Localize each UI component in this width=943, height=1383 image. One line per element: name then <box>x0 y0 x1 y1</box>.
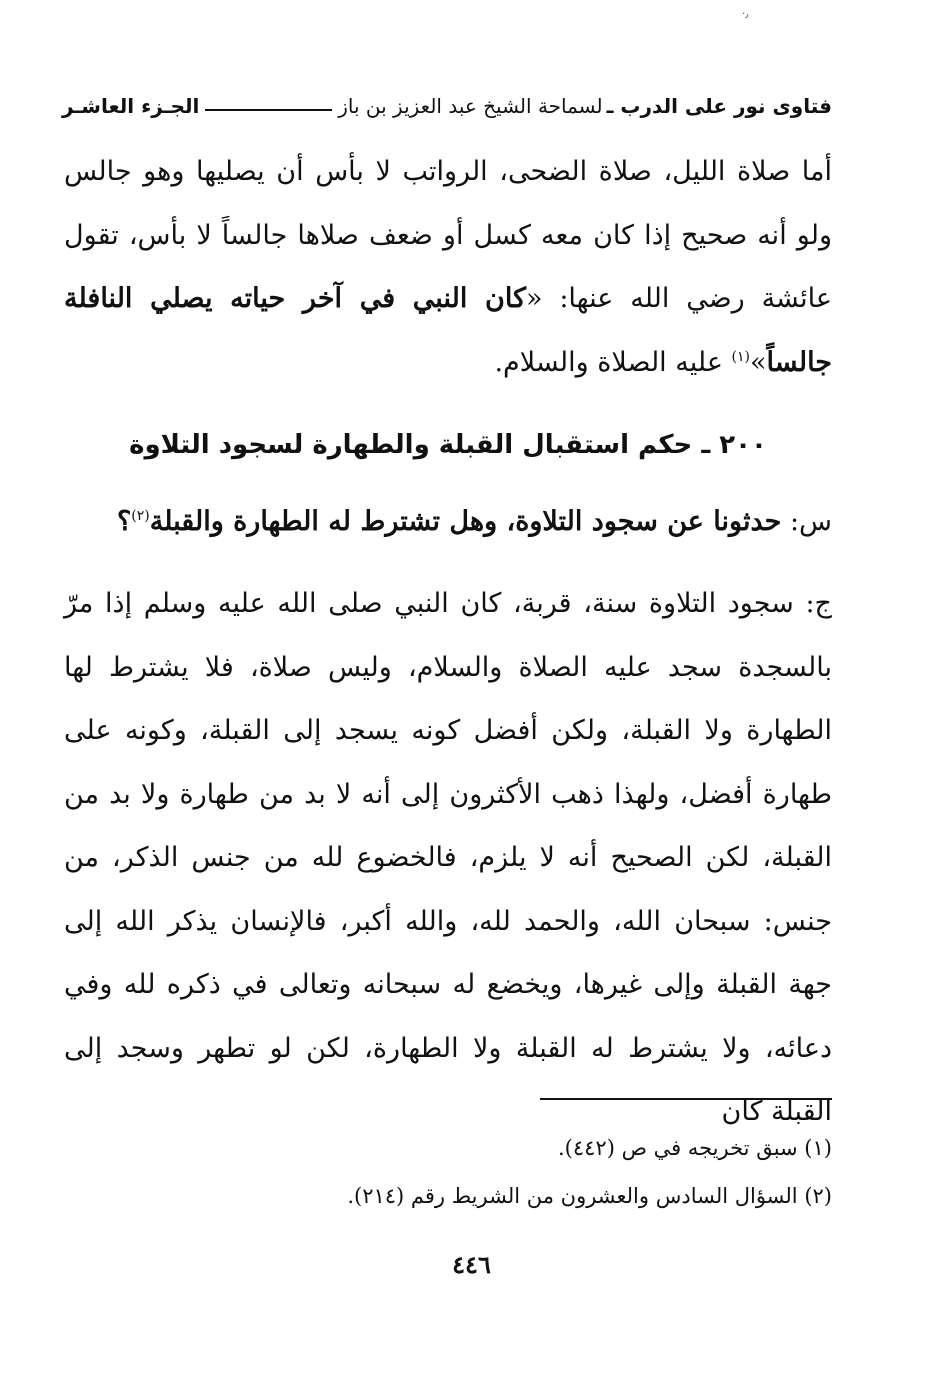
intro-text-start: أما صلاة الليل، صلاة الضحى، الرواتب لا بأس أن يصليها وهو جالس ولو أنه صحيح إذا كان معه كسل أو ضعف صلاها جالساً لا بأس، تقول عائشة رضي الله عنها: « <box>64 156 833 314</box>
question <box>64 494 832 550</box>
author-name: لسماحة الشيخ عبد العزيز بن باز <box>338 94 603 118</box>
question-prefix: س: <box>781 506 832 537</box>
footnote-1: (١) سبق تخريجه في ص (٤٤٢). <box>558 1136 832 1160</box>
footnote-ref-1[interactable]: (١) <box>731 348 750 365</box>
answer-paragraph: ج: سجود التلاوة سنة، قربة، كان النبي صلى الله عليه وسلم إذا مرّ بالسجدة سجد عليه الصلاة والسلام، وليس صلاة، فلا يشترط لها الطهارة ولا القبلة، ولكن أفضل كونه يسجد إلى القبلة، وكونه على طهارة أفضل، ولهذا ذهب الأكثرون إلى أنه لا بد من طهارة ولا بد من القبلة، لكن الصحيح أنه لا يلزم، فالخضوع لله من جنس الذكر، من جنس: سبحان الله، والحمد لله، والله أكبر، فالإنسان يذكر الله إلى جهة القبلة وإلى غيرها، ويخضع له سبحانه وتعالى في ذكره لله وفي دعائه، ولا يشترط له القبلة ولا الطهارة، لكن لو تطهر وسجد إلى القبلة كان <box>64 588 832 1127</box>
intro-text-end: عليه الصلاة والسلام. <box>494 346 732 378</box>
page-number: ٤٤٦ <box>452 1250 491 1279</box>
header-rule <box>205 109 332 111</box>
quote-close: » <box>750 346 767 378</box>
intro-paragraph <box>64 140 832 394</box>
hadith-quote: كان النبي في آخر حياته يصلي النافلة جالساً <box>64 283 832 378</box>
scan-speck: ·٫ <box>742 9 749 20</box>
question-mark: ؟ <box>116 506 132 537</box>
footnote-divider <box>540 1098 832 1100</box>
footnote-ref-2[interactable]: (٢) <box>131 508 150 524</box>
volume-part: الجـزء العاشـر <box>62 94 200 118</box>
book-title: فتاوى نور على الدرب ـ <box>606 94 832 118</box>
section-heading: ٢٠٠ ـ حكم استقبال القبلة والطهارة لسجود التلاوة <box>129 430 767 460</box>
running-header <box>62 86 832 126</box>
footnote-2: (٢) السؤال السادس والعشرون من الشريط رقم (٢١٤). <box>347 1184 832 1208</box>
question-text: حدثونا عن سجود التلاوة، وهل تشترط له الطهارة والقبلة <box>149 506 782 537</box>
